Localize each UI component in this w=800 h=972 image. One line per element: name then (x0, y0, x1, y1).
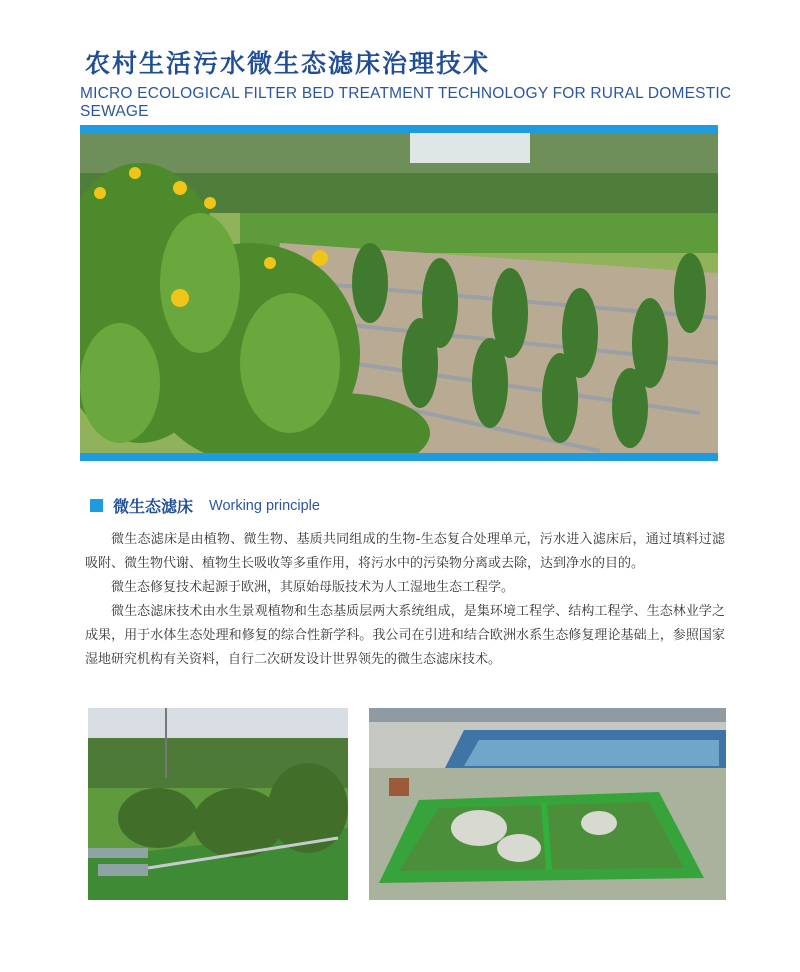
page-title-cn: 农村生活污水微生态滤床治理技术 (85, 49, 491, 78)
paragraph: 微生态修复技术起源于欧洲，其原始母版技术为人工湿地生态工程学。 (111, 580, 515, 595)
hero-photo-frame (80, 125, 718, 461)
paragraph: 微生态滤床技术由水生景观植物和生态基质层两大系统组成，是集环境工程学、结构工程学、生态林业学之成果，用于水体生态处理和修复的综合性新学科。我公司在引进和结合欧洲水系生态修复理论基础上，参照国家湿地研究机构有关资料，自行二次研发设计世界领先的微生态滤床技术。 (85, 604, 725, 667)
photo-aerial-filter-bed (369, 708, 726, 900)
section-title-en: Working principle (209, 497, 320, 514)
section-title-cn: 微生态滤床 (113, 497, 194, 516)
section-heading (90, 494, 320, 517)
photo-reed-bed (88, 708, 348, 900)
bottom-accent-bar (80, 453, 718, 461)
hero-photo-filter-bed (80, 133, 718, 453)
section-square-icon (90, 499, 103, 512)
top-accent-bar (80, 125, 718, 133)
paragraph: 微生态滤床是由植物、微生物、基质共同组成的生物-生态复合处理单元，污水进入滤床后，通过填料过滤吸附、微生物代谢、植物生长吸收等多重作用，将污水中的污染物分离或去除，达到净水的目的。 (85, 532, 725, 571)
page-title-en: MICRO ECOLOGICAL FILTER BED TREATMENT TECHNOLOGY FOR RURAL DOMESTIC SEWAGE (80, 85, 732, 120)
body-text (85, 528, 725, 672)
